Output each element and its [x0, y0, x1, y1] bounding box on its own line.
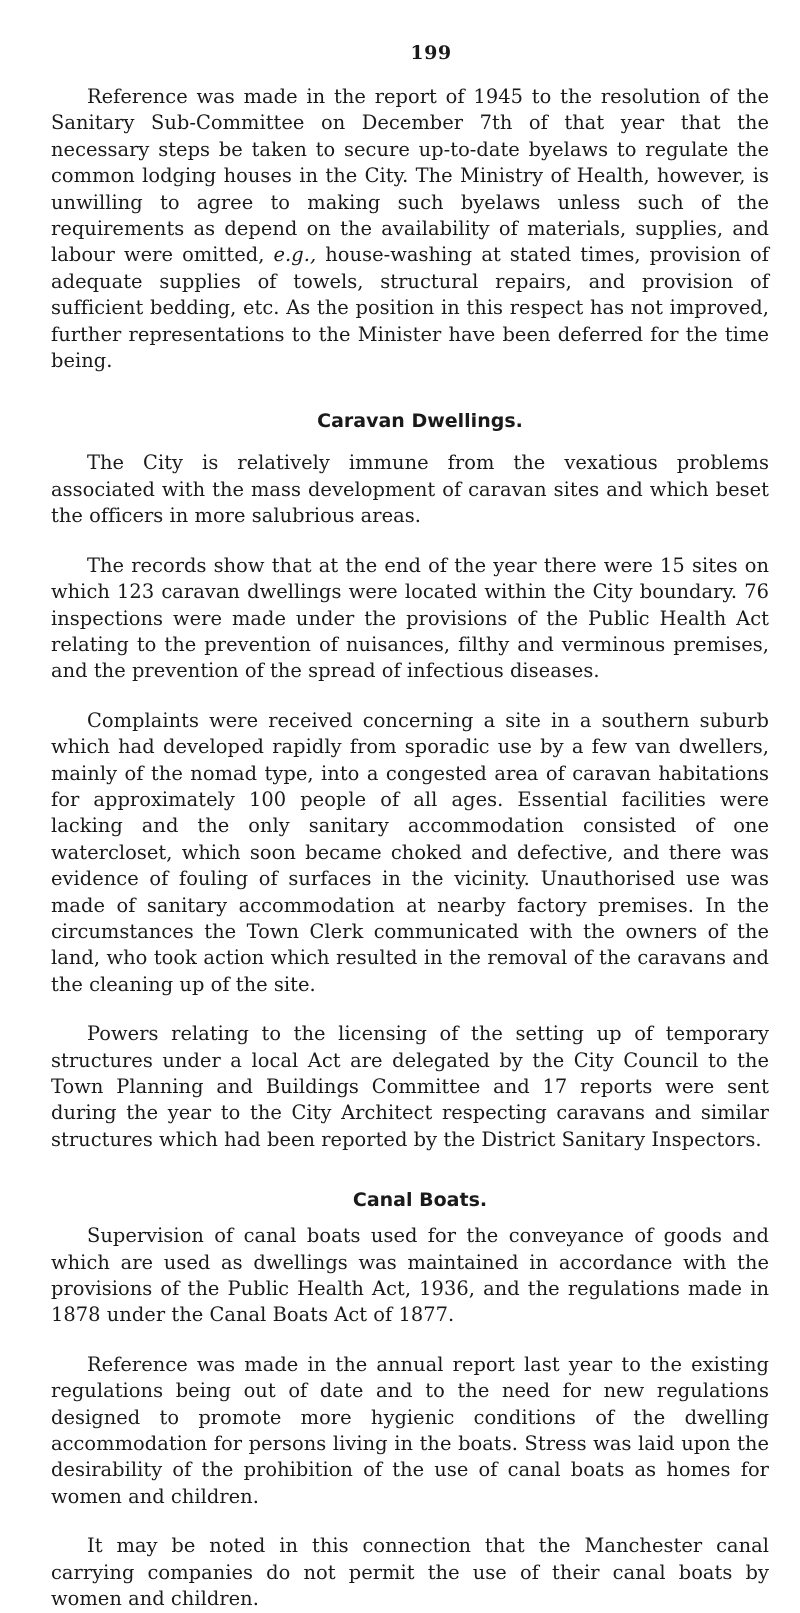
intro-text-start: Reference was made in the report of 1945 to the resolution of the Sanitary Sub-Committee on December 7th of that year that the necessary steps be taken to secure up-to-date byelaws to regulate the common lodging houses in the City. The Ministry of Health, however, is unwilling to agree to making such byelaws unless such of the requirements as depend on the availability of materials, supplies, and labour were omitted,: [51, 85, 769, 267]
page-number: 199: [410, 42, 452, 64]
caravan-heading: Caravan Dwellings.: [317, 410, 523, 433]
intro-text-end: house-washing at stated times, provision of adequate supplies of towels, structural repairs, and provision of sufficient bedding, etc. As the position in this respect has not improved, further representations to the Minister have been deferred for the time being.: [51, 243, 769, 373]
intro-paragraph: [51, 84, 769, 374]
canal-heading: Canal Boats.: [352, 1189, 488, 1212]
canal-paragraph-1: Supervision of canal boats used for the conveyance of goods and which are used as dwellings was maintained in accordance with the provisions of the Public Health Act, 1936, and the regulations made in 1878 under the Canal Boats Act of 1877.: [51, 1224, 769, 1327]
intro-text-italic: e.g.,: [273, 243, 317, 267]
canal-paragraph-3: It may be noted in this connection that the Manchester canal carrying companies do not permit the use of their canal boats by women and children.: [51, 1534, 769, 1611]
caravan-paragraph-2: The records show that at the end of the year there were 15 sites on which 123 caravan dwellings were located within the City boundary. 76 inspections were made under the provisions of the Public Health Act relating to the prevention of nuisances, filthy and verminous premises, and the prevention of the spread of infectious diseases.: [51, 553, 769, 683]
caravan-paragraph-1: The City is relatively immune from the vexatious problems associated with the mass development of caravan sites and which beset the officers in more salubrious areas.: [51, 451, 769, 528]
canal-paragraph-2: Reference was made in the annual report last year to the existing regulations being out of date and to the need for new regulations designed to promote more hygienic conditions of the dwelling accommodation for persons living in the boats. Stress was laid upon the desirability of the prohibition of the use of canal boats as homes for women and children.: [51, 1352, 769, 1508]
caravan-paragraph-4: Powers relating to the licensing of the setting up of temporary structures under a local Act are delegated by the City Council to the Town Planning and Buildings Committee and 17 reports were sent during the year to the City Architect respecting caravans and similar structures which had been reported by the District Sanitary Inspectors.: [51, 1022, 769, 1151]
caravan-paragraph-3: Complaints were received concerning a site in a southern suburb which had developed rapidly from sporadic use by a few van dwellers, mainly of the nomad type, into a congested area of caravan habitations for approximately 100 people of all ages. Essential facilities were lacking and the only sanitary accommodation consisted of one watercloset, which soon became choked and defective, and there was evidence of fouling of surfaces in the vicinity. Unauthorised use was made of sanitary accommodation at nearby factory premises. In the circumstances the Town Clerk communicated with the owners of the land, who took action which resulted in the removal of the caravans and the cleaning up of the site.: [51, 708, 769, 996]
document-page: [51, 42, 769, 1613]
